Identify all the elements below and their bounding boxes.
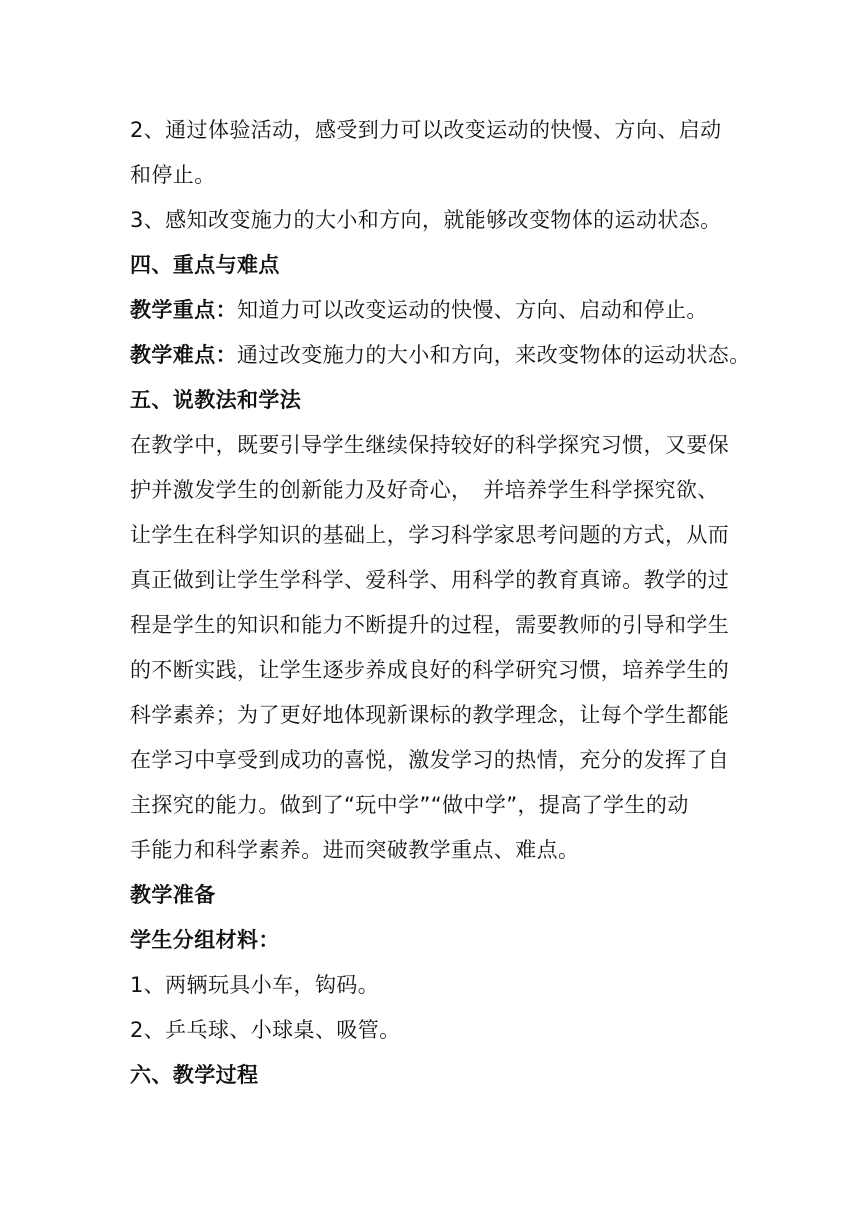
heading-group-materials: 学生分组材料： <box>130 928 280 952</box>
methods-line: 手能力和科学素养。进而突破教学重点、难点。 <box>130 838 580 862</box>
methods-line: 护并激发学生的创新能力及好奇心， 并培养学生科学探究欲、 <box>130 478 719 502</box>
methods-paragraph <box>130 423 732 873</box>
key-point-text: 知道力可以改变运动的快慢、方向、启动和停止。 <box>237 298 708 322</box>
methods-line: 在学习中享受到成功的喜悦，激发学习的热情，充分的发挥了自 <box>130 748 730 772</box>
methods-line: 在教学中，既要引导学生继续保持较好的科学探究习惯，又要保 <box>130 433 730 457</box>
difficulty-row <box>130 333 751 378</box>
difficulty-text: 通过改变施力的大小和方向，来改变物体的运动状态。 <box>237 343 751 367</box>
heading-teaching-prep: 教学准备 <box>130 883 216 907</box>
heading-teaching-process: 六、教学过程 <box>130 1063 259 1087</box>
goal-3: 3、感知改变施力的大小和方向，就能够改变物体的运动状态。 <box>130 208 722 232</box>
difficulty-label: 教学难点： <box>130 343 237 367</box>
key-point-label: 教学重点： <box>130 298 237 322</box>
methods-line: 科学素养；为了更好地体现新课标的教学理念，让每个学生都能 <box>130 703 730 727</box>
methods-line: 让学生在科学知识的基础上，学习科学家思考问题的方式，从而 <box>130 523 730 547</box>
methods-line: 主探究的能力。做到了“玩中学”“做中学”，提高了学生的动 <box>130 793 689 817</box>
heading-key-points: 四、重点与难点 <box>130 253 280 277</box>
goal-2-line-1: 2、通过体验活动，感受到力可以改变运动的快慢、方向、启动 <box>130 118 722 142</box>
document-page <box>130 108 751 1098</box>
methods-line: 真正做到让学生学科学、爱科学、用科学的教育真谛。教学的过 <box>130 568 730 592</box>
key-point-row <box>130 288 732 333</box>
methods-line: 程是学生的知识和能力不断提升的过程，需要教师的引导和学生 <box>130 613 730 637</box>
heading-teaching-methods: 五、说教法和学法 <box>130 388 302 412</box>
goal-2-line-2: 和停止。 <box>130 163 216 187</box>
material-item-2: 2、乒乓球、小球桌、吸管。 <box>130 1018 401 1042</box>
methods-line: 的不断实践，让学生逐步养成良好的科学研究习惯，培养学生的 <box>130 658 730 682</box>
material-item-1: 1、两辆玩具小车，钩码。 <box>130 973 380 997</box>
